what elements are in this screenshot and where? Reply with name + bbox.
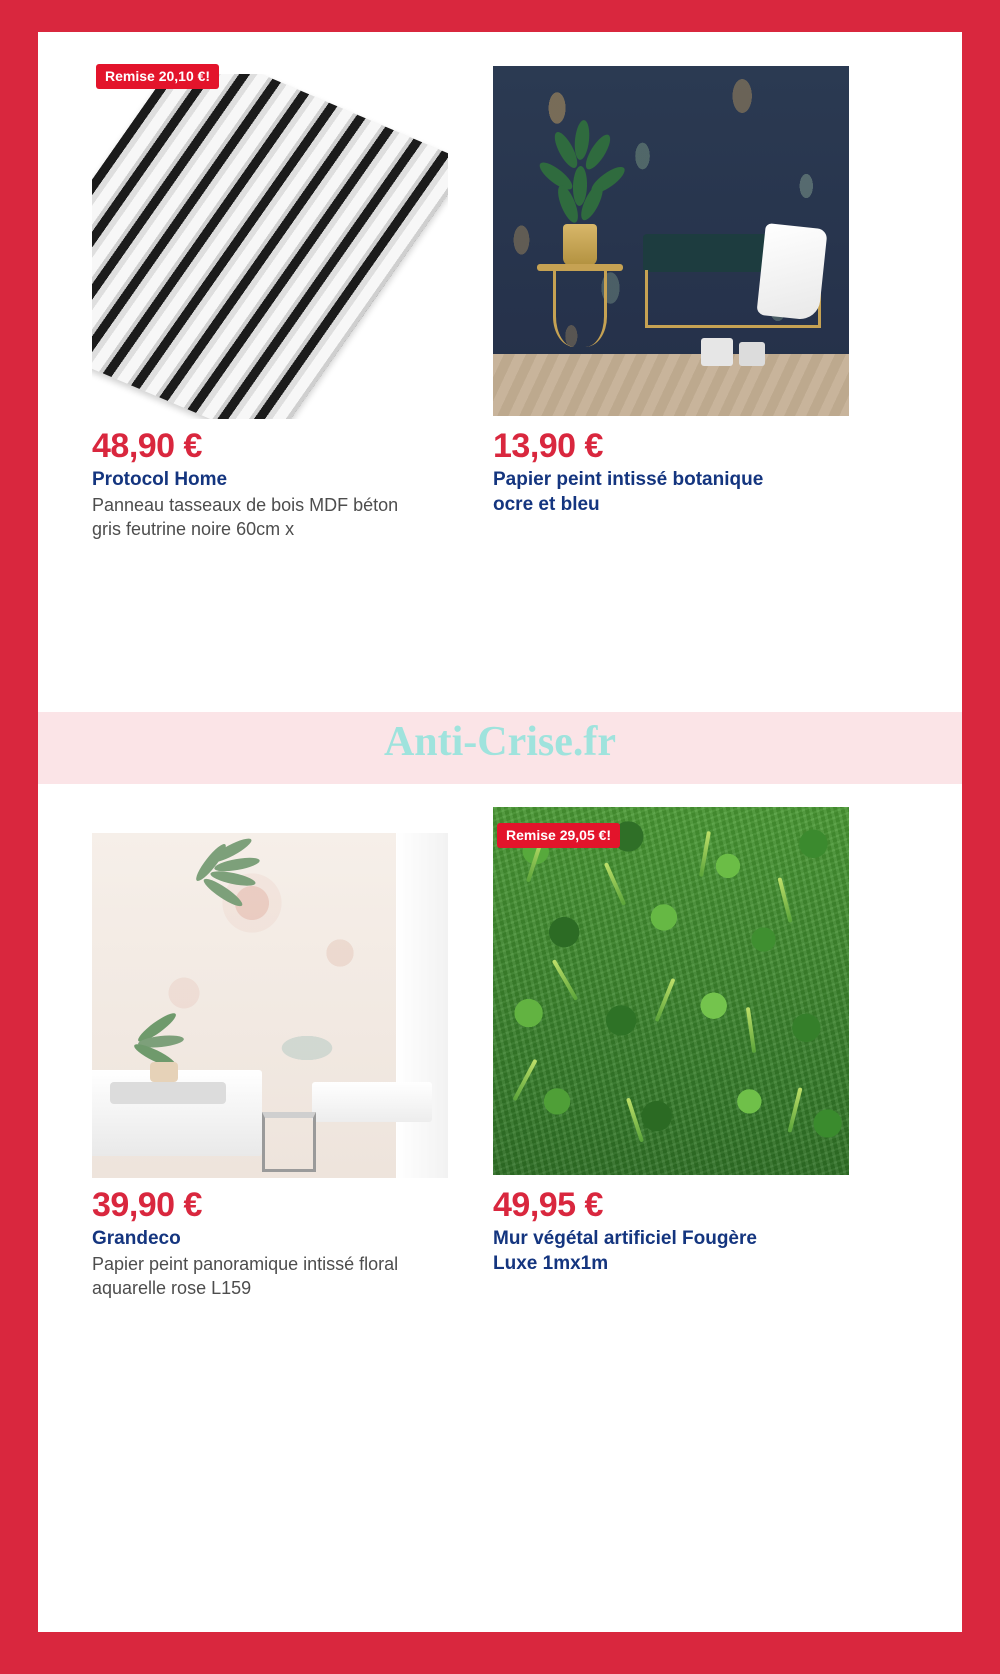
- room-scene-botanical: [493, 48, 849, 416]
- product-description: Panneau tasseaux de bois MDF béton gris feutrine noire 60cm x: [92, 495, 399, 540]
- room-scene-bathroom: [92, 833, 448, 1178]
- product-card[interactable]: [92, 48, 502, 542]
- product-info: [493, 428, 903, 518]
- side-table-legs: [553, 271, 607, 347]
- product-brand: Grandeco: [92, 1228, 181, 1250]
- green-wall-foliage: [493, 807, 849, 1175]
- decor-jar: [150, 1062, 178, 1082]
- palm-frond: [188, 839, 278, 919]
- product-price: 49,95 €: [493, 1186, 603, 1224]
- product-card[interactable]: [92, 807, 502, 1301]
- side-table-top: [537, 264, 623, 271]
- product-card[interactable]: [493, 807, 903, 1277]
- sink-basin: [110, 1082, 226, 1104]
- botanical-wallpaper-room-image[interactable]: [493, 48, 849, 416]
- product-description: Papier peint panoramique intissé floral aquarelle rose L159: [92, 1254, 399, 1299]
- product-price: 13,90 €: [493, 427, 603, 465]
- product-title: Papier peint intissé botanique ocre et bleu: [493, 469, 764, 516]
- basket: [739, 342, 765, 366]
- product-info: [92, 1187, 502, 1301]
- basket: [701, 338, 733, 366]
- stool: [262, 1112, 316, 1172]
- artificial-green-wall-image[interactable]: [493, 807, 849, 1175]
- product-info: [493, 1187, 903, 1277]
- product-brand: Protocol Home: [92, 469, 228, 491]
- panel-shape: [92, 74, 448, 419]
- discount-badge: Remise 20,10 €!: [96, 64, 219, 89]
- door-frame: [396, 833, 448, 1178]
- product-title: Mur végétal artificiel Fougère Luxe 1mx1m: [493, 1228, 757, 1275]
- discount-badge: Remise 29,05 €!: [497, 823, 620, 848]
- product-info: [92, 428, 502, 542]
- plant-leaves: [545, 120, 625, 228]
- product-price: 48,90 €: [92, 427, 202, 465]
- product-price: 39,90 €: [92, 1186, 202, 1224]
- site-watermark: Anti-Crise.fr: [383, 719, 617, 765]
- brass-planter: [563, 224, 597, 266]
- white-throw-blanket: [756, 223, 827, 321]
- product-card[interactable]: [493, 48, 903, 518]
- product-grid: [38, 32, 962, 1632]
- panel-illustration: [92, 74, 448, 419]
- slatted-wood-panel-image[interactable]: [92, 48, 448, 416]
- floral-wallpaper-bathroom-image[interactable]: [92, 807, 448, 1175]
- secondary-counter: [312, 1082, 432, 1122]
- wood-floor: [493, 354, 849, 416]
